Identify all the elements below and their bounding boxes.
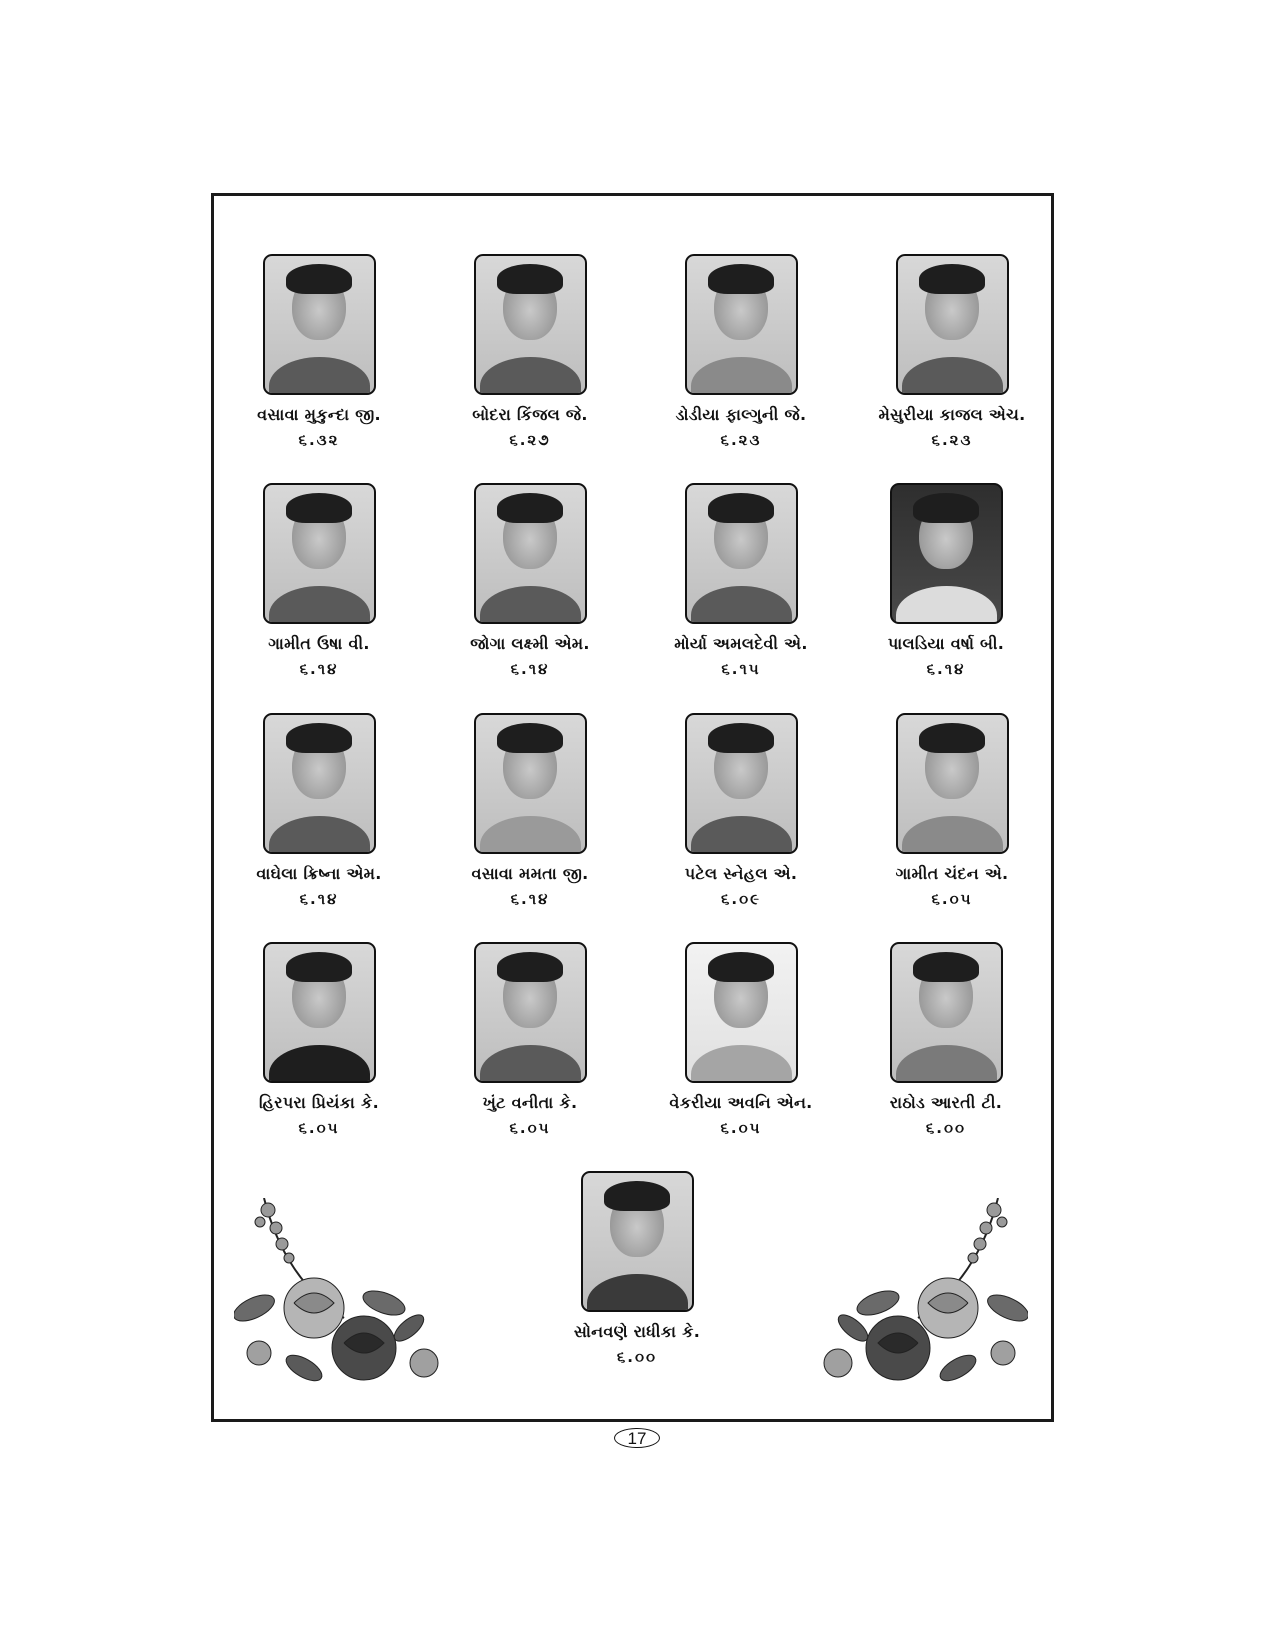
student-photo — [896, 713, 1009, 854]
student-card — [410, 942, 650, 1137]
student-photo — [263, 713, 376, 854]
student-card — [410, 483, 650, 678]
student-name: બોદરા કિંજલ જે. — [472, 405, 588, 424]
student-name: પટેલ સ્નેહલ એ. — [684, 864, 798, 883]
student-name: જોગા લક્ષ્મી એમ. — [470, 634, 590, 653]
student-card — [410, 713, 650, 908]
student-card — [826, 483, 1066, 678]
student-card — [199, 713, 439, 908]
student-name: વસાવા મમતા જી. — [471, 864, 589, 883]
student-card — [199, 942, 439, 1137]
student-photo — [263, 942, 376, 1083]
page-number: 17 — [614, 1428, 660, 1448]
student-score: ૬.૧૪ — [510, 660, 550, 678]
student-name: વસાવા મુકુન્દા જી. — [257, 405, 381, 424]
student-name: ડોડીયા ફાલ્ગુની જે. — [675, 405, 807, 424]
student-score: ૬.૧૫ — [721, 660, 761, 678]
student-score: ૬.૧૪ — [510, 890, 550, 908]
student-photo — [896, 254, 1009, 395]
student-score: ૬.૦૫ — [509, 1119, 551, 1137]
student-card — [621, 254, 861, 449]
student-score: ૬.૨૭ — [509, 431, 551, 449]
student-photo — [474, 713, 587, 854]
student-name: હિરપરા પ્રિયંકા કે. — [259, 1093, 379, 1112]
student-name: પાલડિયા વર્ષા બી. — [887, 634, 1005, 653]
student-photo — [474, 483, 587, 624]
student-name: મોર્યા અમલદેવી એ. — [674, 634, 808, 653]
student-photo — [890, 483, 1003, 624]
student-card — [199, 483, 439, 678]
student-score: ૬.૦૯ — [720, 890, 761, 908]
student-photo — [685, 483, 798, 624]
student-photo — [685, 713, 798, 854]
student-name: ખુંટ વનીતા કે. — [482, 1093, 578, 1112]
student-card — [199, 254, 439, 449]
student-name: રાઠોડ આરતી ટી. — [889, 1093, 1003, 1112]
student-score: ૬.૧૪ — [299, 660, 339, 678]
student-score: ૬.૦૫ — [720, 1119, 762, 1137]
student-score: ૬.૧૪ — [926, 660, 966, 678]
student-photo — [685, 254, 798, 395]
student-score: ૬.૦૫ — [298, 1119, 340, 1137]
student-photo — [890, 942, 1003, 1083]
student-card — [621, 483, 861, 678]
student-photo — [685, 942, 798, 1083]
floral-ornament-right — [818, 1198, 1028, 1398]
student-photo — [474, 254, 587, 395]
student-card — [832, 254, 1072, 449]
student-name: વાઘેલા ક્રિષ્ના એમ. — [256, 864, 382, 883]
student-name: વેકરીયા અવનિ એન. — [669, 1093, 813, 1112]
student-name: સોનવણે રાધીકા કે. — [573, 1322, 701, 1341]
student-name: ગામીત ઉષા વી. — [268, 634, 370, 653]
student-score: ૬.૨૩ — [720, 431, 762, 449]
floral-ornament-left — [234, 1198, 444, 1398]
student-card — [517, 1171, 757, 1366]
student-card — [832, 713, 1072, 908]
student-score: ૬.૦૦ — [616, 1348, 658, 1366]
student-card — [621, 942, 861, 1137]
student-card — [826, 942, 1066, 1137]
student-score: ૬.૨૩ — [931, 431, 973, 449]
student-photo — [474, 942, 587, 1083]
student-score: ૬.૩૨ — [298, 431, 340, 449]
student-name: ગામીત ચંદન એ. — [895, 864, 1009, 883]
student-card — [621, 713, 861, 908]
student-score: ૬.૧૪ — [299, 890, 339, 908]
student-score: ૬.૦૫ — [931, 890, 973, 908]
student-score: ૬.૦૦ — [925, 1119, 967, 1137]
student-photo — [581, 1171, 694, 1312]
student-photo — [263, 483, 376, 624]
student-name: મેસુરીયા કાજલ એચ. — [878, 405, 1026, 424]
student-card — [410, 254, 650, 449]
student-photo — [263, 254, 376, 395]
